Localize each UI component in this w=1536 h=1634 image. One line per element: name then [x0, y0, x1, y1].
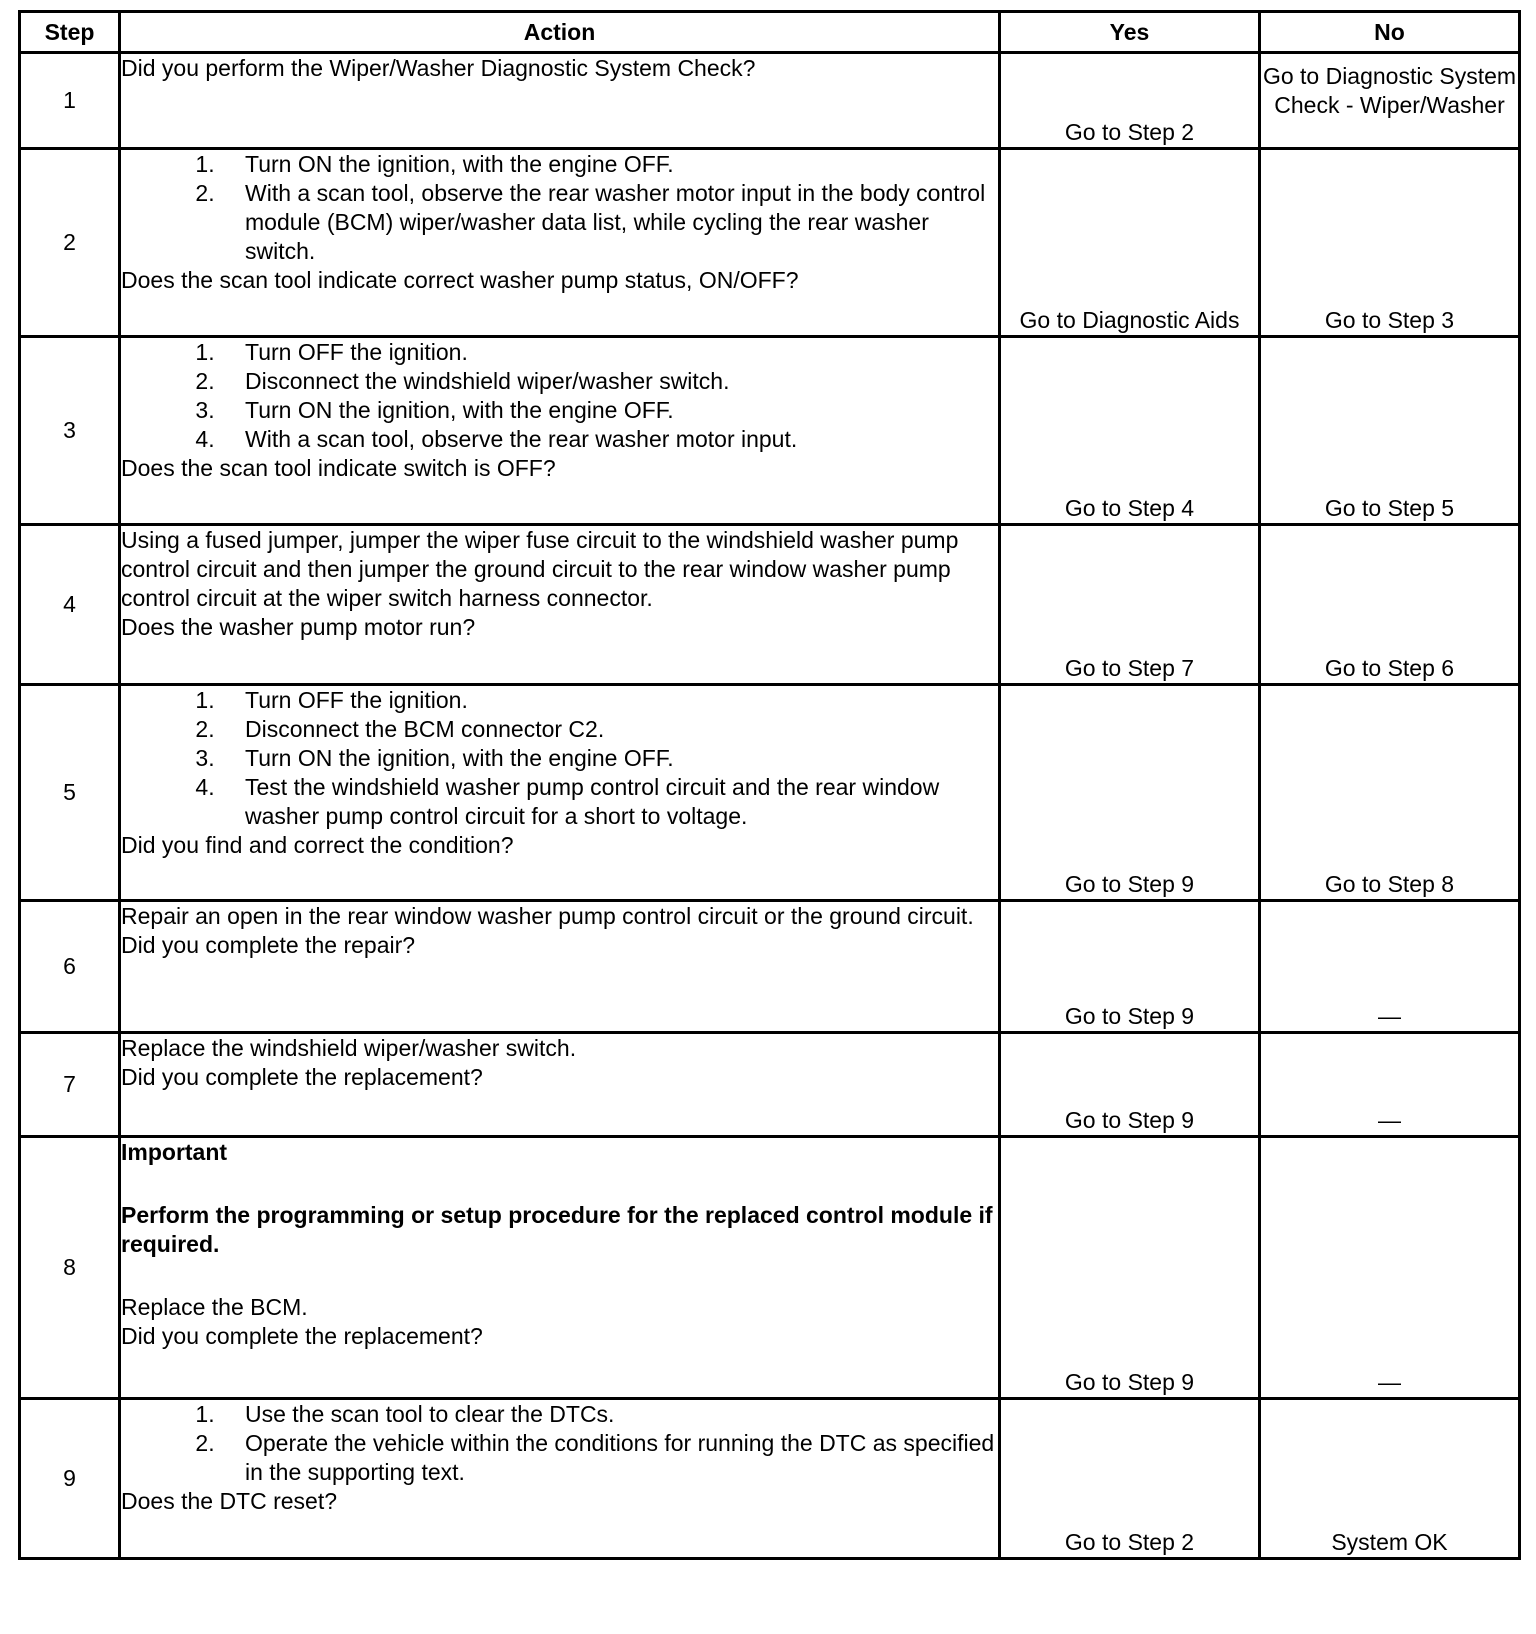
list-item: 3. Turn ON the ignition, with the engine OFF.: [221, 744, 998, 773]
step-number: 4: [20, 525, 120, 685]
list-item: 2. With a scan tool, observe the rear washer motor input in the body control module (BCM) wiper/washer data list, while cycling the rear washer switch.: [221, 179, 998, 266]
action-cell: [120, 1399, 1000, 1559]
action-cell: [120, 337, 1000, 525]
list-item: 1. Turn ON the ignition, with the engine OFF.: [221, 150, 998, 179]
action-list: [121, 686, 998, 831]
no-outcome: —: [1260, 1033, 1520, 1137]
no-outcome: —: [1260, 901, 1520, 1033]
action-cell: [120, 1033, 1000, 1137]
action-list: [121, 150, 998, 266]
action-question: Did you complete the replacement?: [121, 1064, 483, 1090]
no-outcome: Go to Step 6: [1260, 525, 1520, 685]
list-item: 2. Operate the vehicle within the conditions for running the DTC as specified in the supporting text.: [221, 1429, 998, 1487]
list-item: 3. Turn ON the ignition, with the engine OFF.: [221, 396, 998, 425]
action-cell: [120, 1137, 1000, 1399]
no-outcome: Go to Diagnostic System Check - Wiper/Washer: [1260, 53, 1520, 149]
table-row: [20, 149, 1520, 337]
action-cell: [120, 901, 1000, 1033]
header-action: Action: [120, 12, 1000, 53]
list-item: 2. Disconnect the windshield wiper/washer switch.: [221, 367, 998, 396]
header-no: No: [1260, 12, 1520, 53]
table-row: [20, 1399, 1520, 1559]
step-number: 7: [20, 1033, 120, 1137]
table-row: [20, 1033, 1520, 1137]
action-list: [121, 338, 998, 454]
important-note: Perform the programming or setup procedure for the replaced control module if required.: [121, 1202, 993, 1257]
yes-outcome: Go to Step 4: [1000, 337, 1260, 525]
list-item: 1. Turn OFF the ignition.: [221, 338, 998, 367]
yes-outcome: Go to Step 9: [1000, 1033, 1260, 1137]
action-cell: [120, 525, 1000, 685]
action-text: Did you perform the Wiper/Washer Diagnostic System Check?: [121, 55, 756, 81]
step-number: 8: [20, 1137, 120, 1399]
table-row: [20, 901, 1520, 1033]
action-question: Does the washer pump motor run?: [121, 614, 476, 640]
action-cell: [120, 149, 1000, 337]
action-question: Did you find and correct the condition?: [121, 832, 514, 858]
table-row: [20, 337, 1520, 525]
action-text: Replace the windshield wiper/washer switch.: [121, 1035, 577, 1061]
yes-outcome: Go to Step 2: [1000, 1399, 1260, 1559]
no-outcome: Go to Step 8: [1260, 685, 1520, 901]
header-step: Step: [20, 12, 120, 53]
step-number: 2: [20, 149, 120, 337]
step-number: 1: [20, 53, 120, 149]
no-outcome: —: [1260, 1137, 1520, 1399]
table-row: [20, 1137, 1520, 1399]
list-item: 4. Test the windshield washer pump control circuit and the rear window washer pump control circuit for a short to voltage.: [221, 773, 998, 831]
table-row: [20, 525, 1520, 685]
yes-outcome: Go to Step 9: [1000, 901, 1260, 1033]
action-question: Does the scan tool indicate correct washer pump status, ON/OFF?: [121, 267, 799, 293]
action-cell: [120, 53, 1000, 149]
yes-outcome: Go to Step 9: [1000, 1137, 1260, 1399]
action-text: Repair an open in the rear window washer pump control circuit or the ground circuit.: [121, 903, 974, 929]
header-yes: Yes: [1000, 12, 1260, 53]
step-number: 5: [20, 685, 120, 901]
important-heading: Important: [121, 1139, 228, 1165]
step-number: 9: [20, 1399, 120, 1559]
yes-outcome: Go to Step 9: [1000, 685, 1260, 901]
no-outcome: System OK: [1260, 1399, 1520, 1559]
list-item: 1. Turn OFF the ignition.: [221, 686, 998, 715]
action-question: Does the DTC reset?: [121, 1488, 338, 1514]
yes-outcome: Go to Step 2: [1000, 53, 1260, 149]
action-question: Did you complete the repair?: [121, 932, 416, 958]
no-outcome: Go to Step 3: [1260, 149, 1520, 337]
list-item: 2. Disconnect the BCM connector C2.: [221, 715, 998, 744]
table-row: [20, 685, 1520, 901]
yes-outcome: Go to Step 7: [1000, 525, 1260, 685]
action-list: [121, 1400, 998, 1487]
header-row: [20, 12, 1520, 53]
yes-outcome: Go to Diagnostic Aids: [1000, 149, 1260, 337]
diagnostic-table: [18, 10, 1521, 1560]
action-text: Using a fused jumper, jumper the wiper fuse circuit to the windshield washer pump control circuit and then jumper the ground circuit to the rear window washer pump control circuit at the wiper switch harness connector.: [121, 527, 959, 611]
step-number: 3: [20, 337, 120, 525]
action-question: Does the scan tool indicate switch is OFF?: [121, 455, 556, 481]
list-item: 4. With a scan tool, observe the rear washer motor input.: [221, 425, 998, 454]
action-cell: [120, 685, 1000, 901]
no-outcome: Go to Step 5: [1260, 337, 1520, 525]
action-question: Did you complete the replacement?: [121, 1323, 483, 1349]
table-row: [20, 53, 1520, 149]
step-number: 6: [20, 901, 120, 1033]
action-text: Replace the BCM.: [121, 1294, 308, 1320]
list-item: 1. Use the scan tool to clear the DTCs.: [221, 1400, 998, 1429]
